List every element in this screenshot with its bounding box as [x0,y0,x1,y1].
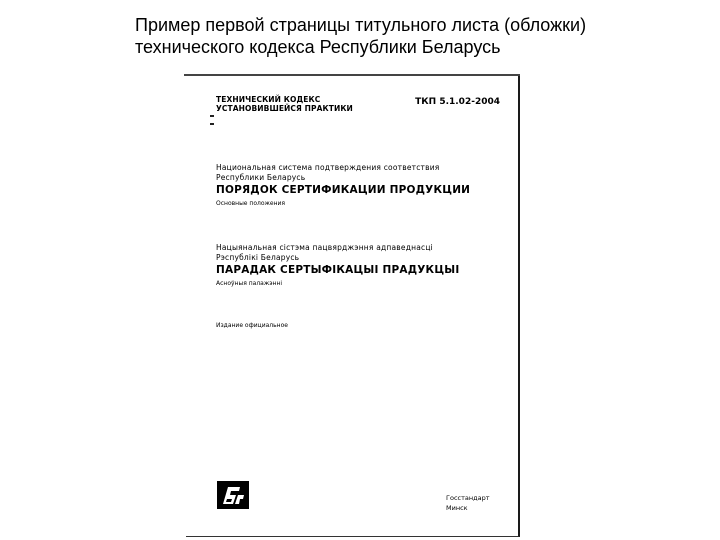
gosstandart-logo-icon [216,480,250,510]
caption-line-2: технического кодекса Республики Беларусь [135,37,501,57]
slide-caption [135,14,695,58]
official-edition-label: Издание официальное [216,322,288,329]
document-type [216,95,353,113]
document-code: ТКП 5.1.02-2004 [415,97,500,107]
russian-title-block [216,163,470,208]
system-name-ru-line-1: Национальная система подтверждения соответствия [216,163,440,172]
publisher-city: Минск [446,504,468,512]
system-name-by-line-2: Рэспублікі Беларусь [216,252,300,262]
cover-page-scan [186,75,520,537]
registration-marks [210,115,216,135]
caption-line-1: Пример первой страницы титульного листа (обложки) [135,15,587,35]
document-type-line-2: УСТАНОВИВШЕЙСЯ ПРАКТИКИ [216,104,353,113]
document-type-line-1: ТЕХНИЧЕСКИЙ КОДЕКС [216,95,321,104]
title-ru: ПОРЯДОК СЕРТИФИКАЦИИ ПРОДУКЦИИ [216,184,471,196]
system-name-by-line-1: Нацыянальная сістэма пацвярджэння адпаведнасці [216,243,433,252]
subtitle-by: Асноўныя палажэнні [216,280,283,287]
system-name-ru-line-2: Республики Беларусь [216,172,306,182]
title-by: ПАРАДАК СЕРТЫФІКАЦЫІ ПРАДУКЦЫІ [216,264,460,276]
publisher-name: Госстандарт [446,494,490,502]
belarusian-title-block [216,243,459,288]
subtitle-ru: Основные положения [216,200,286,207]
publisher [446,493,490,513]
